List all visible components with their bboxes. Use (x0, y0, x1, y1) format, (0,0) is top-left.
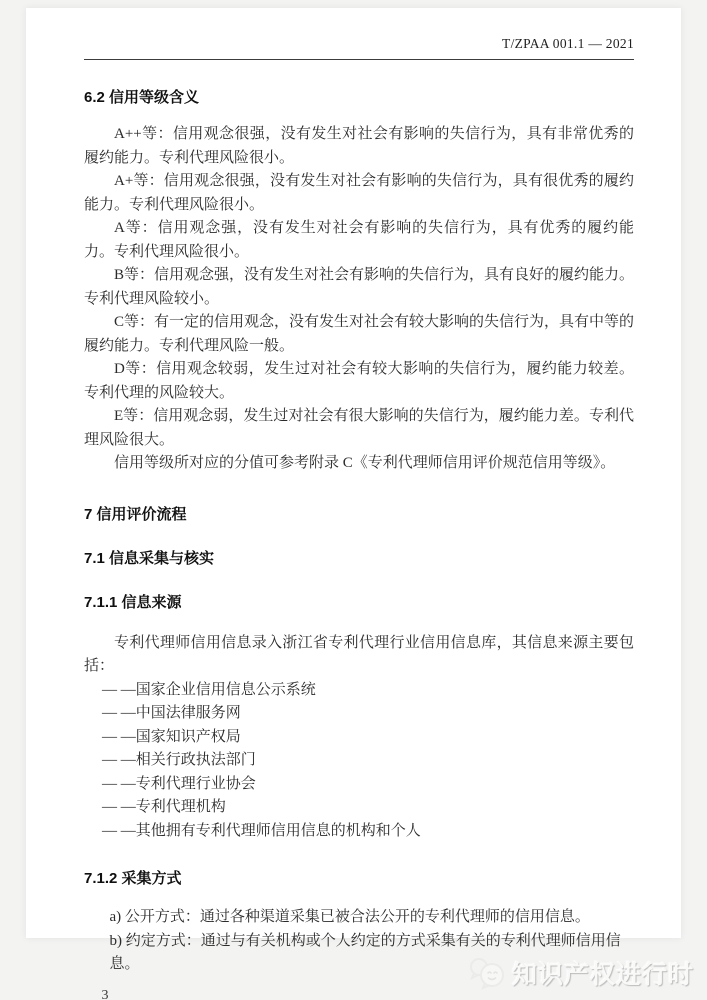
chat-bubbles-smiley-logo-icon (467, 955, 507, 991)
source-item: — —其他拥有专利代理师信用信息的机构和个人 (102, 822, 421, 839)
source-item: — —国家企业信用信息公示系统 (102, 681, 316, 698)
rating-paragraph-b: B等：信用观念强，没有发生对社会有影响的失信行为，具有良好的履约能力。专利代理风险较小。 (84, 267, 635, 307)
doc-number: T/ZPAA 001.1 — 2021 (502, 36, 634, 51)
source-item: — —国家知识产权局 (102, 728, 241, 745)
page-number: 3 (101, 987, 109, 1000)
appendix-note: 信用等级所对应的分值可参考附录 C《专利代理师信用评价规范信用等级》。 (114, 455, 616, 471)
page-content (26, 8, 681, 1000)
watermark (467, 955, 694, 991)
sources-intro: 专利代理师信用信息录入浙江省专利代理行业信用信息库，其信息来源主要包括： (84, 634, 634, 674)
rating-paragraph-e: E等：信用观念弱，发生过对社会有很大影响的失信行为，履约能力差。专利代理风险很大。 (84, 408, 634, 448)
section-6-2-heading: 6.2 信用等级含义 (84, 89, 200, 106)
source-item: — —中国法律服务网 (102, 705, 241, 721)
method-item-b: b) 约定方式：通过与有关机构或个人约定的方式采集有关的专利代理师信用信息。 (109, 932, 621, 972)
rating-paragraph-c: C等：有一定的信用观念，没有发生对社会有较大影响的失信行为，具有中等的履约能力。专利代理风险一般。 (84, 314, 635, 354)
rating-paragraph-a-plus: A+等：信用观念很强，没有发生对社会有影响的失信行为，具有很优秀的履约能力。专利代理风险很小。 (84, 173, 634, 213)
method-item-a: a) 公开方式：通过各种渠道采集已被合法公开的专利代理师的信用信息。 (109, 909, 590, 925)
source-item: — —专利代理机构 (102, 799, 226, 815)
source-item: — —相关行政执法部门 (102, 752, 256, 768)
rating-paragraph-a-plus-plus: A++等：信用观念很强，没有发生对社会有影响的失信行为，具有非常优秀的履约能力。专利代理风险很小。 (84, 126, 634, 166)
rating-paragraph-d: D等：信用观念较弱，发生过对社会有较大影响的失信行为，履约能力较差。专利代理的风险较大。 (84, 361, 634, 401)
sources-list (84, 679, 634, 844)
section-7-1-heading: 7.1 信息采集与核实 (84, 549, 215, 567)
watermark-text: 知识产权进行时 (511, 961, 694, 989)
rating-paragraph-a: A等：信用观念强，没有发生对社会有影响的失信行为，具有优秀的履约能力。专利代理风险很小。 (84, 220, 634, 260)
header-rule (84, 59, 634, 60)
source-item: — —专利代理行业协会 (102, 775, 256, 792)
section-7-heading: 7 信用评价流程 (84, 505, 187, 523)
section-7-1-1-heading: 7.1.1 信息来源 (84, 593, 182, 611)
section-7-1-2-heading: 7.1.2 采集方式 (84, 870, 182, 887)
